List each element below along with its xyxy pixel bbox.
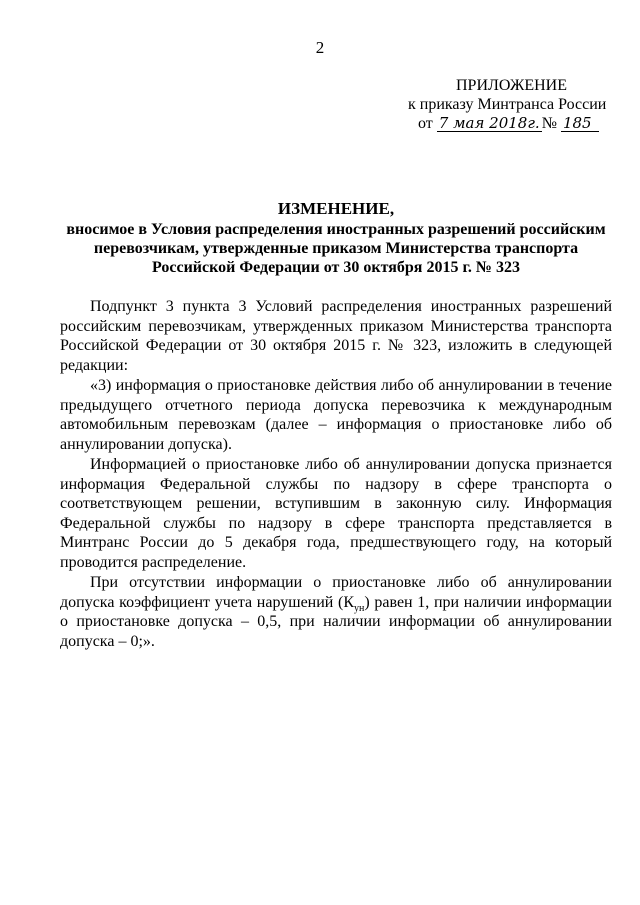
- document-body: [60, 297, 612, 651]
- document-heading: [60, 199, 612, 277]
- appendix-title: ПРИЛОЖЕНИЕ: [456, 77, 568, 94]
- heading-title: ИЗМЕНЕНИЕ,: [277, 199, 395, 218]
- appendix-order-ref: к приказу Минтранса России: [408, 96, 607, 113]
- paragraph-2: «3) информация о приостановке действия либо об аннулировании в течение предыдущего отчетного периода допуска перевозчика к международным автомобильным перевозкам (далее – информация о приостановке либо об аннулировании допуска).: [60, 377, 612, 453]
- handwritten-number: 185: [561, 115, 599, 132]
- appendix-from-label: от: [418, 115, 433, 132]
- appendix-block: [408, 76, 608, 133]
- paragraph-3: Информацией о приостановке либо об аннулировании допуска признается информация Федеральной службы по надзору в сфере транспорта о соответствующем решении, вступившим в законную силу. Информация Федеральной службы по надзору в сфере транспорта представляется в Минтранс России до 5 декабря года, предшествующего году, на который проводится распределение.: [60, 456, 612, 571]
- paragraph-4-end: ) равен 1, при наличии информации о приостановке допуска – 0,5, при наличии информации об аннулировании допуска – 0;».: [60, 593, 612, 650]
- paragraph-4-start: При отсутствии информации о приостановке либо об аннулировании допуска коэффициент учета нарушений (К: [60, 574, 612, 611]
- paragraph-4: [60, 573, 612, 651]
- heading-subtitle: вносимое в Условия распределения иностранных разрешений российским перевозчикам, утвержденные приказом Министерства транспорта Российской Федерации от 30 октября 2015 г. № 323: [66, 221, 606, 276]
- handwritten-date: 7 мая 2018г.: [438, 114, 540, 132]
- coefficient-subscript: ун: [354, 602, 365, 614]
- page-number: 2: [315, 38, 325, 57]
- paragraph-1: Подпункт 3 пункта 3 Условий распределения иностранных разрешений российским перевозчикам, утвержденных приказом Министерства транспорта Российской Федерации от 30 октября 2015 г. № 323, изложить в следующей редакции:: [60, 298, 612, 374]
- appendix-number-label: №: [541, 115, 557, 132]
- appendix-date-line: [408, 114, 608, 133]
